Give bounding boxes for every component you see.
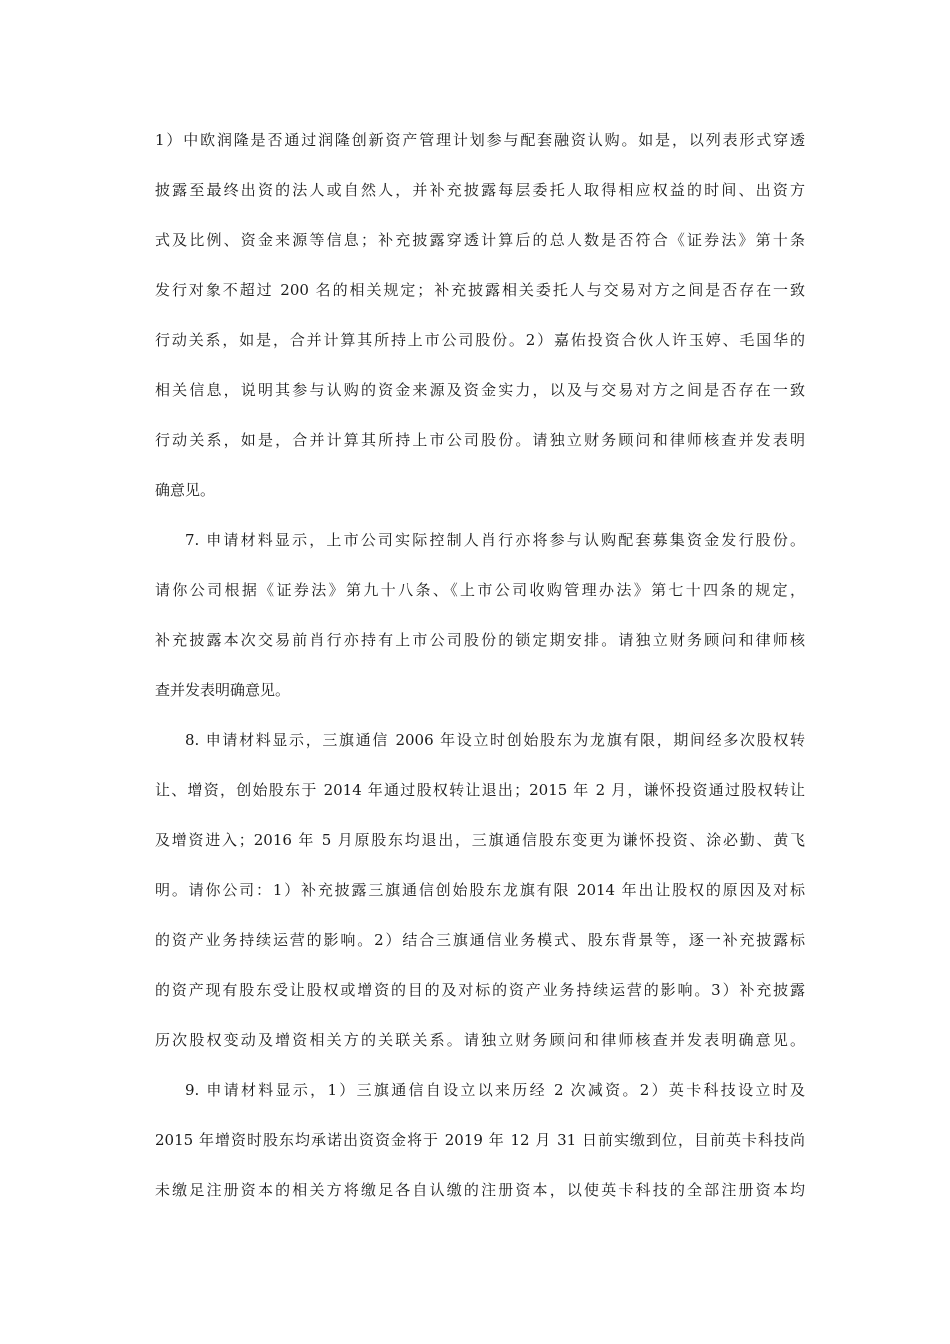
paragraph-line: 2015 年增资时股东均承诺出资资金将于 2019 年 12 月 31 日前实缴到位，目前英卡科技尚 <box>155 1131 805 1149</box>
paragraph-line: 补充披露本次交易前肖行亦持有上市公司股份的锁定期安排。请独立财务顾问和律师核 <box>155 631 805 649</box>
document-body <box>155 125 805 1225</box>
paragraph-line: 查并发表明确意见。 <box>155 681 291 699</box>
paragraph-line: 历次股权变动及增资相关方的关联关系。请独立财务顾问和律师核查并发表明确意见。 <box>155 1031 805 1049</box>
paragraph-line: 请你公司根据《证券法》第九十八条、《上市公司收购管理办法》第七十四条的规定， <box>155 581 805 599</box>
paragraph-line: 7. 申请材料显示，上市公司实际控制人肖行亦将参与认购配套募集资金发行股份。 <box>185 531 805 549</box>
paragraph-line: 确意见。 <box>155 481 216 499</box>
paragraph-line: 9. 申请材料显示，1）三旗通信自设立以来历经 2 次减资。2）英卡科技设立时及 <box>185 1081 805 1099</box>
paragraph-line: 明。请你公司：1）补充披露三旗通信创始股东龙旗有限 2014 年出让股权的原因及对标 <box>155 881 805 899</box>
paragraph-line: 披露至最终出资的法人或自然人，并补充披露每层委托人取得相应权益的时间、出资方 <box>155 181 805 199</box>
paragraph-line: 行动关系，如是，合并计算其所持上市公司股份。2）嘉佑投资合伙人许玉婷、毛国华的 <box>155 331 805 349</box>
paragraph-line: 的资产现有股东受让股权或增资的目的及对标的资产业务持续运营的影响。3）补充披露 <box>155 981 805 999</box>
paragraph-line: 的资产业务持续运营的影响。2）结合三旗通信业务模式、股东背景等，逐一补充披露标 <box>155 931 805 949</box>
paragraph-line: 让、增资，创始股东于 2014 年通过股权转让退出；2015 年 2 月，谦怀投资通过股权转让 <box>155 781 805 799</box>
paragraph-line: 行动关系，如是，合并计算其所持上市公司股份。请独立财务顾问和律师核查并发表明 <box>155 431 805 449</box>
paragraph-line: 未缴足注册资本的相关方将缴足各自认缴的注册资本，以使英卡科技的全部注册资本均 <box>155 1181 805 1199</box>
paragraph-line: 发行对象不超过 200 名的相关规定；补充披露相关委托人与交易对方之间是否存在一致 <box>155 281 805 299</box>
paragraph-line: 1）中欧润隆是否通过润隆创新资产管理计划参与配套融资认购。如是，以列表形式穿透 <box>155 131 805 149</box>
paragraph-line: 8. 申请材料显示，三旗通信 2006 年设立时创始股东为龙旗有限，期间经多次股权转 <box>185 731 805 749</box>
paragraph-line: 式及比例、资金来源等信息；补充披露穿透计算后的总人数是否符合《证券法》第十条 <box>155 231 805 249</box>
paragraph-line: 相关信息，说明其参与认购的资金来源及资金实力，以及与交易对方之间是否存在一致 <box>155 381 805 399</box>
paragraph-line: 及增资进入；2016 年 5 月原股东均退出，三旗通信股东变更为谦怀投资、涂必勤、黄飞 <box>155 831 805 849</box>
